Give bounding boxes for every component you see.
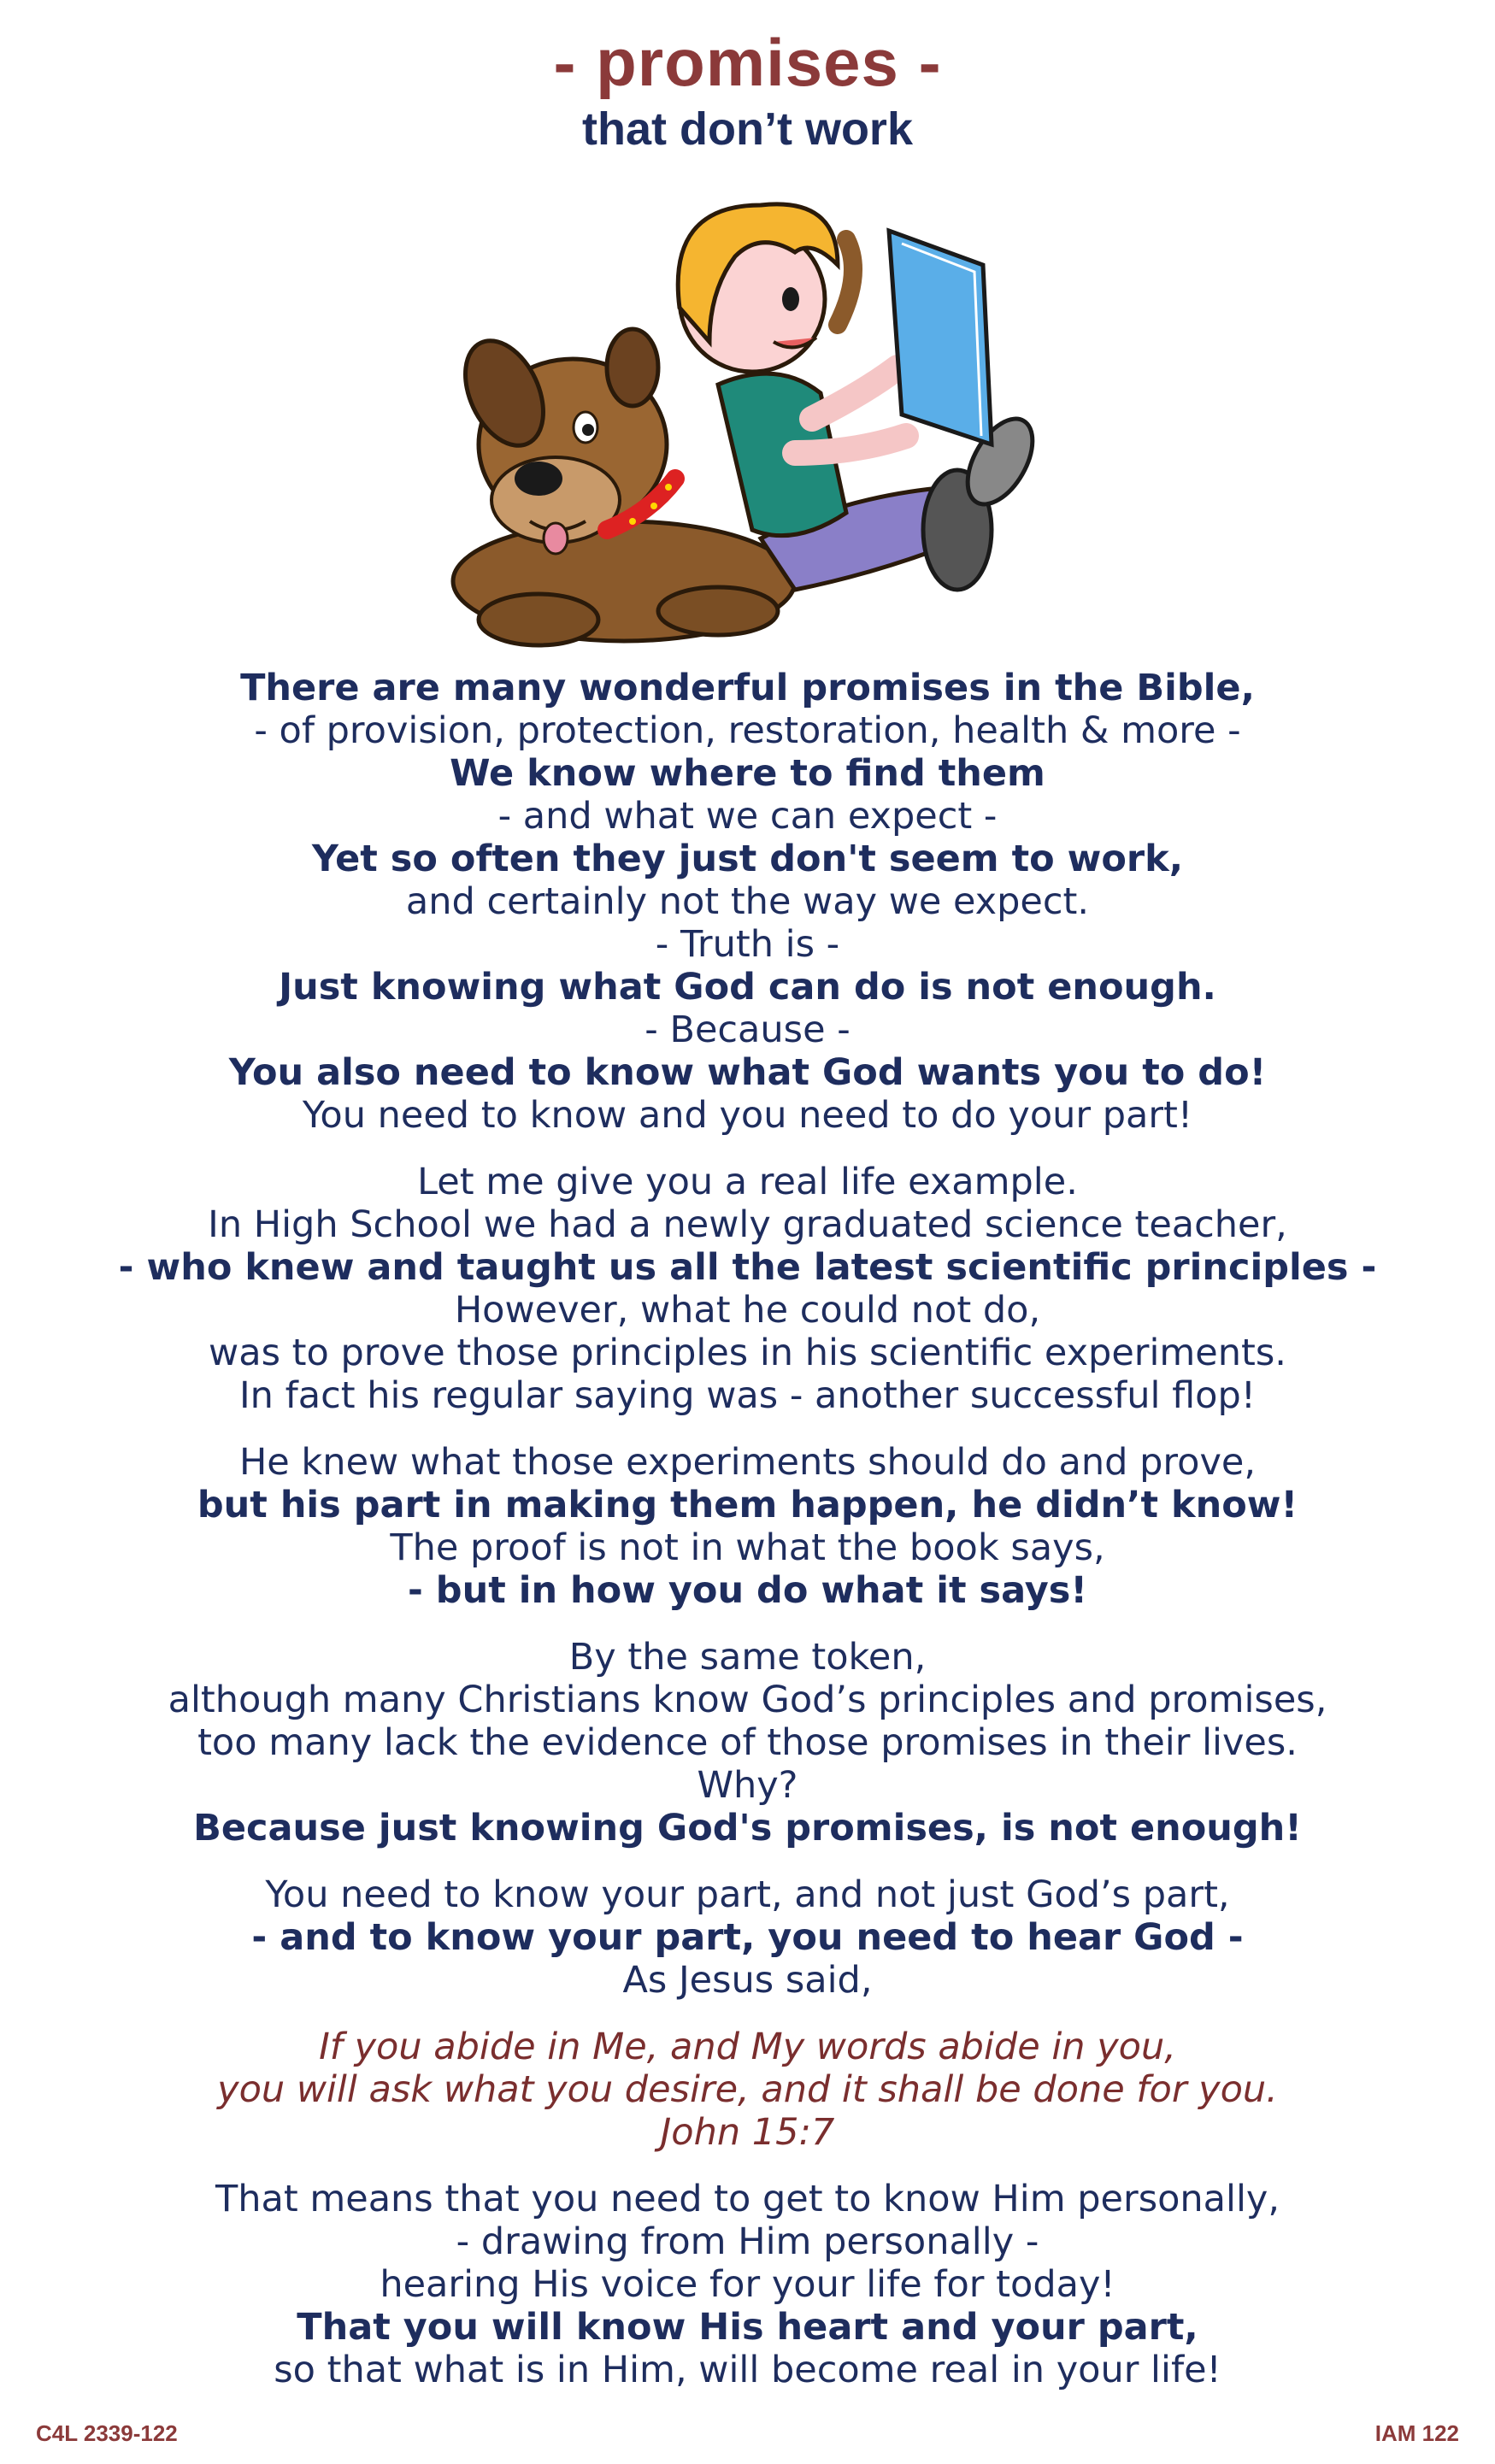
scripture-line: If you abide in Me, and My words abide in you,	[319, 2026, 1176, 2068]
text-line: That you will know His heart and your part,	[297, 2306, 1198, 2349]
text-line: Just knowing what God can do is not enough.	[279, 966, 1216, 1009]
paragraph	[0, 1636, 1495, 1849]
text-line: - Because -	[644, 1009, 851, 1051]
text-line: There are many wonderful promises in the Bible,	[240, 667, 1255, 709]
main-text	[0, 667, 1495, 2415]
page-subtitle: that don’t work	[582, 103, 913, 155]
text-line: As Jesus said,	[622, 1959, 873, 2002]
text-line: but his part in making them happen, he didn’t know!	[197, 1484, 1298, 1526]
text-line: In High School we had a newly graduated science teacher,	[208, 1203, 1287, 1246]
text-line: - Truth is -	[655, 923, 840, 966]
paragraph	[0, 667, 1495, 1137]
text-line: - who knew and taught us all the latest scientific principles -	[118, 1246, 1377, 1289]
text-line: - but in how you do what it says!	[407, 1569, 1088, 1612]
paragraph	[0, 2178, 1495, 2391]
text-line: You need to know and you need to do your part!	[302, 1094, 1193, 1137]
text-line: That means that you need to get to know Him personally,	[215, 2178, 1280, 2220]
scripture-line: John 15:7	[660, 2111, 835, 2154]
paragraph	[0, 1873, 1495, 2002]
boy-reading-with-dog-illustration	[436, 171, 1068, 667]
paragraph	[0, 1441, 1495, 1612]
text-line: By the same token,	[568, 1636, 927, 1679]
text-line: too many lack the evidence of those promises in their lives.	[197, 1721, 1298, 1764]
text-line: Because just knowing God's promises, is not enough!	[193, 1807, 1302, 1849]
text-line: He knew what those experiments should do and prove,	[238, 1441, 1257, 1484]
text-line: You need to know your part, and not just God’s part,	[265, 1873, 1230, 1916]
text-line: However, what he could not do,	[454, 1289, 1041, 1332]
text-line: - and what we can expect -	[497, 795, 998, 838]
paragraph	[0, 2026, 1495, 2154]
text-line: The proof is not in what the book says,	[390, 1526, 1105, 1569]
footer-code-left: C4L 2339-122	[36, 2420, 178, 2446]
text-line: was to prove those principles in his scientific experiments.	[209, 1332, 1286, 1374]
page-title: - promises -	[553, 25, 942, 100]
text-line: although many Christians know God’s principles and promises,	[168, 1679, 1327, 1721]
text-line: You also need to know what God wants you to do!	[228, 1051, 1267, 1094]
text-line: - and to know your part, you need to hear God -	[251, 1916, 1244, 1959]
text-line: In fact his regular saying was - another successful flop!	[238, 1374, 1256, 1417]
text-line: so that what is in Him, will become real in your life!	[274, 2349, 1221, 2391]
text-line: - of provision, protection, restoration, health & more -	[254, 709, 1241, 752]
footer-code-right: IAM 122	[1374, 2420, 1459, 2446]
text-line: We know where to find them	[450, 752, 1045, 795]
text-line: Yet so often they just don't seem to work,	[311, 838, 1184, 880]
paragraph	[0, 1161, 1495, 1417]
text-line: Why?	[697, 1764, 798, 1807]
text-line: hearing His voice for your life for today!	[380, 2263, 1115, 2306]
scripture-line: you will ask what you desire, and it shall be done for you.	[217, 2068, 1278, 2111]
text-line: and certainly not the way we expect.	[405, 880, 1090, 923]
text-line: - drawing from Him personally -	[456, 2220, 1039, 2263]
text-line: Let me give you a real life example.	[417, 1161, 1078, 1203]
